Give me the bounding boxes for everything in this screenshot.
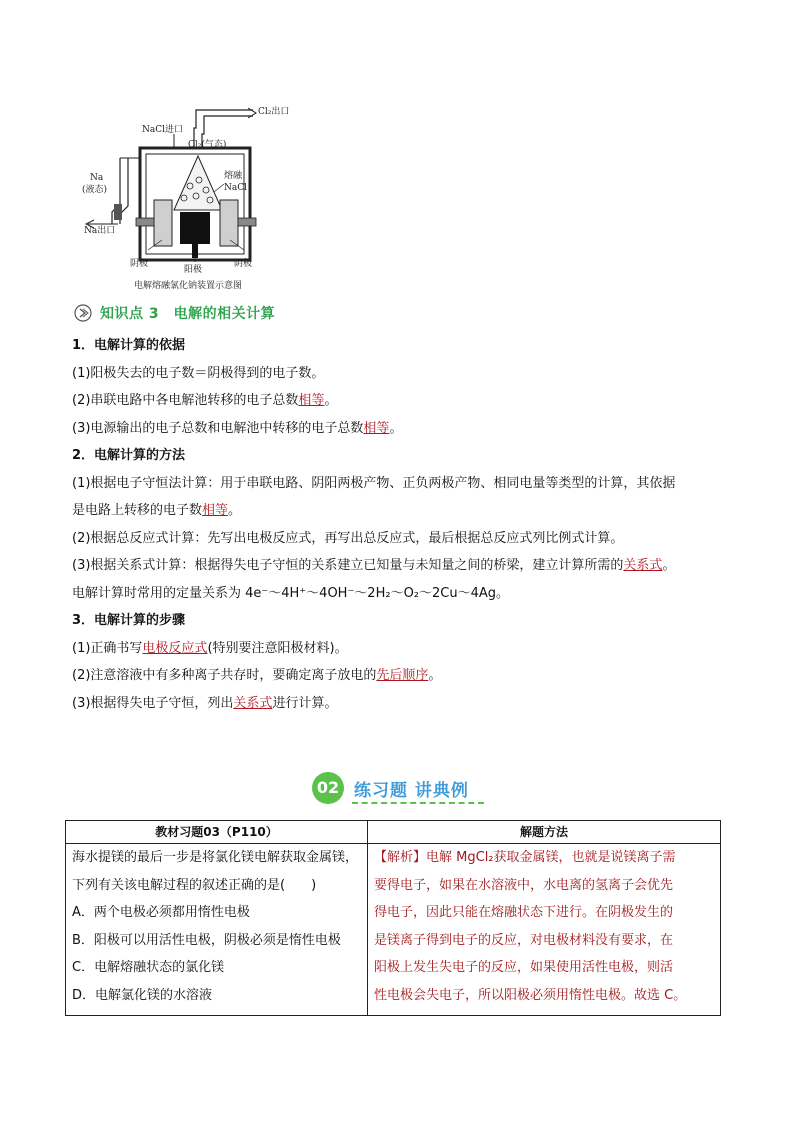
s1-line-1: (1)阳极失去的电子数＝阴极得到的电子数。 (72, 365, 325, 381)
section-1-heading: 1．电解计算的依据 (72, 338, 186, 353)
analysis-line: 得电子，因此只能在熔融状态下进行。在阴极发生的 (374, 905, 674, 920)
question-line: 下列有关该电解过程的叙述正确的是( ) (72, 877, 317, 893)
cathode-left-label: 阴极 (130, 259, 149, 269)
cl2-outlet-label: Cl₂出口 (258, 107, 290, 117)
s2-line-3: (3)根据关系式计算：根据得失电子守恒的关系建立已知量与未知量之间的桥梁，建立计算所需的关系式。 (72, 558, 676, 573)
nacl-inlet-label: NaCl进口 (142, 125, 184, 135)
analysis-cell (368, 844, 721, 1016)
chevron-circle-icon (74, 304, 92, 322)
s2-line-1b: 是电路上转移的电子数相等。 (72, 503, 242, 518)
knowledge-point-heading (74, 302, 275, 324)
option-b: B．阳极可以用活性电极，阴极必须是惰性电极 (72, 932, 341, 948)
apparatus-diagram (78, 100, 318, 280)
exercise-table (65, 820, 721, 1016)
s3-line-2: (2)注意溶液中有多种离子共存时，要确定离子放电的先后顺序。 (72, 668, 442, 683)
s3-line-1: (1)正确书写电极反应式(特别要注意阳极材料)。 (72, 640, 348, 656)
molten-label: 熔融 (224, 171, 243, 181)
section-number-badge: 02 (312, 772, 344, 804)
analysis-line: 【解析】电解 MgCl₂获取金属镁，也就是说镁离子需 (374, 850, 676, 865)
s2-line-1a: (1)根据电子守恒法计算：用于串联电路、阴阳两极产物、正负两极产物、相同电量等类型的计算，其依据 (72, 475, 676, 491)
anode-label: 阳极 (184, 265, 203, 275)
s1-line-3: (3)电源输出的电子总数和电解池中转移的电子总数相等。 (72, 420, 403, 436)
knowledge-point-title: 知识点 3 电解的相关计算 (100, 306, 276, 322)
option-d: D．电解氯化镁的水溶液 (72, 987, 213, 1003)
question-line: 海水提镁的最后一步是将氯化镁电解获取金属镁， (72, 850, 359, 865)
cl2-gas-label: Cl₂(气态) (188, 140, 227, 150)
option-a: A．两个电极必须都用惰性电极 (72, 905, 250, 920)
answer-underline: 关系式 (233, 695, 273, 711)
analysis-line: 性电极会失电子，所以阳极必须用惰性电极。故选 C。 (374, 987, 687, 1003)
cathode-right-label: 阴极 (234, 259, 253, 269)
answer-underline: 先后顺序 (376, 668, 429, 683)
analysis-tag: 【解析】 (374, 850, 427, 865)
main-content (72, 332, 732, 717)
liquid-label: (液态) (82, 185, 108, 195)
nacl-label: NaCl (224, 183, 248, 193)
left-header: 教材习题03（P110） (66, 821, 368, 844)
s2-line-4: 电解计算时常用的定量关系为 4e⁻～4H⁺～4OH⁻～2H₂～O₂～2Cu～4Ag。 (72, 585, 510, 601)
analysis-line: 是镁离子得到电子的反应，对电极材料没有要求，在 (374, 932, 674, 948)
answer-underline: 相等 (363, 420, 390, 436)
figure-caption: 电解熔融氯化钠装置示意图 (133, 281, 242, 291)
s2-line-2: (2)根据总反应式计算：先写出电极反应式，再写出总反应式，最后根据总反应式列比例式计算。 (72, 530, 624, 546)
option-c: C．电解熔融状态的氯化镁 (72, 960, 225, 975)
analysis-line: 阳极上发生失电子的反应，如果使用活性电极，则活 (374, 960, 674, 975)
practice-title: 练习题 讲典例 (354, 781, 469, 801)
section-2-heading: 2．电解计算的方法 (72, 448, 186, 463)
na-outlet-label: Na出口 (84, 226, 116, 236)
dashed-divider (352, 802, 484, 804)
question-cell (66, 844, 368, 1016)
analysis-line: 要得电子，如果在水溶液中，水电离的氢离子会优先 (374, 877, 674, 893)
section-3-heading: 3．电解计算的步骤 (72, 613, 186, 628)
right-header: 解题方法 (368, 821, 721, 844)
s1-line-2: (2)串联电路中各电解池转移的电子总数相等。 (72, 393, 338, 408)
electrolysis-apparatus-figure (78, 100, 318, 295)
na-label: Na (90, 173, 104, 183)
s3-line-3: (3)根据得失电子守恒，列出关系式进行计算。 (72, 695, 338, 711)
answer-underline: 电极反应式 (142, 640, 208, 656)
answer-underline: 相等 (298, 393, 325, 408)
practice-section-heading (312, 772, 492, 806)
answer-underline: 相等 (202, 503, 229, 518)
answer-underline: 关系式 (623, 558, 663, 573)
